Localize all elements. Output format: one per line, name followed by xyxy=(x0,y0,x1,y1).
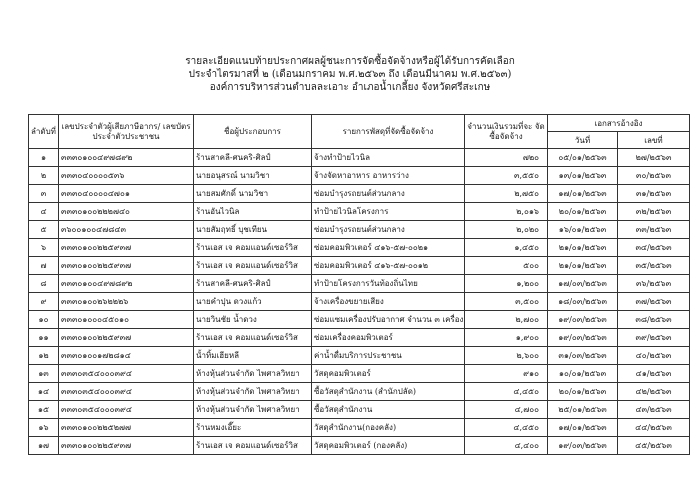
row-no: ๘ xyxy=(29,275,59,293)
row-vendor: นายวินชัย น้ำดวง xyxy=(194,311,312,329)
row-taxid: ๓๓๓๐๑๐๐๒๒๕๙๓๗ xyxy=(59,239,194,257)
row-date: ๑๓/๐๑/๒๕๖๓ xyxy=(548,167,618,185)
row-amount: ๓,๕๕๐ xyxy=(465,167,548,185)
row-amount: ๑,๒๐๐ xyxy=(465,275,548,293)
procurement-table xyxy=(28,114,690,455)
row-vendor: นายสัมฤทธิ์ บุชเทียน xyxy=(194,221,312,239)
row-amount: ๔,๔๐๐ xyxy=(465,437,548,455)
row-amount: ๑,๙๐๐ xyxy=(465,329,548,347)
row-taxid: ๓๓๓๐๓๕๔๐๐๐๓๙๔ xyxy=(59,365,194,383)
row-item: วัสดุสำนักงาน(กองคลัง) xyxy=(312,419,465,437)
row-amount: ๒,๖๐๐ xyxy=(465,347,548,365)
row-taxid: ๓๓๓๐๑๐๐๔๙๗๘๙๒ xyxy=(59,149,194,167)
row-taxid: ๓๓๓๐๑๐๐๒๒๕๒๗๗ xyxy=(59,419,194,437)
table-row xyxy=(29,419,690,437)
table-row xyxy=(29,185,690,203)
row-no: ๕ xyxy=(29,221,59,239)
row-taxid: ๓๓๓๐๑๐๐๑๗๒๘๑๔ xyxy=(59,347,194,365)
row-item: ซ่อมคอมพิวเตอร์ ๔๑๖-๕๗-๐๐๒๑ xyxy=(312,239,465,257)
col-header-item: รายการพัสดุที่จัดซื้อจัดจ้าง xyxy=(312,115,465,149)
row-date: ๑๙/๐๓/๒๕๖๓ xyxy=(548,437,618,455)
table-row xyxy=(29,365,690,383)
row-amount: ๔,๔๕๐ xyxy=(465,419,548,437)
row-item: จ้างจัดหาอาหาร อาหารว่าง xyxy=(312,167,465,185)
row-item: ซ่อมบำรุงรถยนต์ส่วนกลาง xyxy=(312,185,465,203)
row-item: ค่าน้ำดื่มบริการประชาชน xyxy=(312,347,465,365)
row-item: วัสดุคอมพิวเตอร์ (กองคลัง) xyxy=(312,437,465,455)
table-row xyxy=(29,239,690,257)
row-date: ๑๘/๐๓/๒๕๖๓ xyxy=(548,293,618,311)
row-date: ๑๗/๐๑/๒๕๖๓ xyxy=(548,185,618,203)
row-no: ๑๖ xyxy=(29,419,59,437)
row-item: ซ่อมแซมเครื่องปรับอากาศ จำนวน ๓ เครื่อง xyxy=(312,311,465,329)
col-header-docno: เลขที่ xyxy=(618,132,690,149)
row-amount: ๓,๕๐๐ xyxy=(465,293,548,311)
row-date: ๑๖/๐๑/๒๕๖๓ xyxy=(548,221,618,239)
row-date: ๒๑/๐๑/๒๕๖๓ xyxy=(548,239,618,257)
row-amount: ๒,๐๒๐ xyxy=(465,221,548,239)
row-item: ซ่อมบำรุงรถยนต์ส่วนกลาง xyxy=(312,221,465,239)
row-date: ๒๕/๐๑/๒๕๖๓ xyxy=(548,401,618,419)
row-amount: ๒,๗๐๐ xyxy=(465,311,548,329)
row-docno: ๔๑/๒๕๖๓ xyxy=(618,365,690,383)
row-docno: ๓๔/๒๕๖๓ xyxy=(618,239,690,257)
table-row xyxy=(29,383,690,401)
row-docno: ๓๐/๒๕๖๓ xyxy=(618,167,690,185)
row-taxid: ๓๓๓๐๑๐๐๒๒๒๗๔๐ xyxy=(59,203,194,221)
row-amount: ๒,๐๑๖ xyxy=(465,203,548,221)
row-taxid: ๓๓๓๐๑๐๐๒๖๒๒๒๖ xyxy=(59,293,194,311)
row-no: ๓ xyxy=(29,185,59,203)
row-taxid: ๓๓๓๐๔๐๐๐๐๕๓๖ xyxy=(59,167,194,185)
table-row xyxy=(29,293,690,311)
table-row xyxy=(29,203,690,221)
row-item: ซ่อมคอมพิวเตอร์ ๔๑๖-๕๗-๐๐๑๒ xyxy=(312,257,465,275)
row-vendor: ร้านสาคลี-ศนคริ-ศิลป์ xyxy=(194,149,312,167)
row-no: ๗ xyxy=(29,257,59,275)
row-docno: ๓๖/๒๕๖๓ xyxy=(618,275,690,293)
row-docno: ๒๗/๒๕๖๓ xyxy=(618,149,690,167)
row-amount: ๒,๗๕๐ xyxy=(465,185,548,203)
row-vendor: ห้างหุ้นส่วนจำกัด ไพศาลวิทยา xyxy=(194,365,312,383)
table-row xyxy=(29,437,690,455)
row-docno: ๓๓/๒๕๖๓ xyxy=(618,221,690,239)
row-vendor: นายอนุสรณ์ นามวิชา xyxy=(194,167,312,185)
row-item: วัสดุคอมพิวเตอร์ xyxy=(312,365,465,383)
col-header-taxid: เลขประจำตัวผู้เสียภาษีอากร/ เลขบัตรประจำตัวประชาชน xyxy=(59,115,194,149)
row-date: ๒๑/๐๑/๒๕๖๓ xyxy=(548,257,618,275)
table-row xyxy=(29,401,690,419)
row-item: จ้างเครื่องขยายเสียง xyxy=(312,293,465,311)
row-docno: ๓๙/๒๕๖๓ xyxy=(618,329,690,347)
row-taxid: ๓๓๓๐๓๕๔๐๐๐๓๙๔ xyxy=(59,383,194,401)
row-docno: ๔๒/๒๕๖๓ xyxy=(618,383,690,401)
row-no: ๑๓ xyxy=(29,365,59,383)
col-header-docs: เอกสารอ้างอิง xyxy=(548,115,690,132)
row-amount: ๔,๔๕๐ xyxy=(465,383,548,401)
table-row xyxy=(29,167,690,185)
row-vendor: ร้านเอส เจ คอมแอนด์เซอร์วิส xyxy=(194,257,312,275)
col-header-no: ลำดับที่ xyxy=(29,115,59,149)
header-line-3: องค์การบริหารส่วนตำบลละเอาะ อำเภอน้ำเกลี้ยง จังหวัดศรีสะเกษ xyxy=(209,82,491,93)
row-no: ๑๔ xyxy=(29,383,59,401)
row-no: ๔ xyxy=(29,203,59,221)
row-date: ๒๐/๐๑/๒๕๖๓ xyxy=(548,383,618,401)
row-item: ซ่อมเครื่องคอมพิวเตอร์ xyxy=(312,329,465,347)
table-row xyxy=(29,149,690,167)
table-row xyxy=(29,347,690,365)
row-taxid: ๓๓๓๐๑๐๐๔๙๗๘๙๒ xyxy=(59,275,194,293)
row-vendor: ร้านเอส เจ คอมแอนด์เซอร์วิส xyxy=(194,437,312,455)
row-no: ๑๕ xyxy=(29,401,59,419)
row-date: ๑๗/๐๓/๒๕๖๓ xyxy=(548,275,618,293)
row-vendor: ร้านอันไวนิล xyxy=(194,203,312,221)
row-item: จ้างทำป้ายไวนิล xyxy=(312,149,465,167)
header-line-2: ประจำไตรมาสที่ ๒ (เดือนมกราคม พ.ศ.๒๕๖๓ ถึง เดือนมีนาคม พ.ศ.๒๕๖๓) xyxy=(188,69,512,80)
row-date: ๒๐/๐๑/๒๕๖๓ xyxy=(548,203,618,221)
row-date: ๑๙/๐๓/๒๕๖๓ xyxy=(548,329,618,347)
row-item: ซื้อวัสดุสำนักงาน (สำนักปลัด) xyxy=(312,383,465,401)
row-docno: ๔๓/๒๕๖๓ xyxy=(618,401,690,419)
row-date: ๑๐/๐๑/๒๕๖๓ xyxy=(548,365,618,383)
row-no: ๑๑ xyxy=(29,329,59,347)
table-row xyxy=(29,257,690,275)
row-taxid: ๓๖๐๐๑๐๐๔๗๘๔๓ xyxy=(59,221,194,239)
col-header-date: วันที่ xyxy=(548,132,618,149)
row-vendor: ร้านสาคลี-ศนคริ-ศิลป์ xyxy=(194,275,312,293)
table-header-row xyxy=(29,115,690,132)
col-header-vendor: ชื่อผู้ประกอบการ xyxy=(194,115,312,149)
row-item: ซื้อวัสดุสำนักงาน xyxy=(312,401,465,419)
row-taxid: ๓๓๓๐๔๐๐๐๐๔๗๐๑ xyxy=(59,185,194,203)
row-vendor: ห้างหุ้นส่วนจำกัด ไพศาลวิทยา xyxy=(194,401,312,419)
row-no: ๖ xyxy=(29,239,59,257)
row-date: ๓๑/๐๓/๒๕๖๓ xyxy=(548,347,618,365)
row-amount: ๔,๗๐๐ xyxy=(465,401,548,419)
row-amount: ๑,๔๕๐ xyxy=(465,239,548,257)
row-vendor: ร้านเอส เจ คอมแอนด์เซอร์วิส xyxy=(194,329,312,347)
row-amount: ๗๒๐ xyxy=(465,149,548,167)
row-vendor: ห้างหุ้นส่วนจำกัด ไพศาลวิทยา xyxy=(194,383,312,401)
table-row xyxy=(29,329,690,347)
row-docno: ๓๕/๒๕๖๓ xyxy=(618,257,690,275)
row-vendor: นั้าทิ้มเฮียหลี xyxy=(194,347,312,365)
row-item: ทำป้ายโครงการวันท้องถิ่นไทย xyxy=(312,275,465,293)
row-no: ๙ xyxy=(29,293,59,311)
row-docno: ๔๐/๒๕๖๓ xyxy=(618,347,690,365)
row-no: ๑๐ xyxy=(29,311,59,329)
row-no: ๒ xyxy=(29,167,59,185)
row-item: ทำป้ายไวนิลโครงการ xyxy=(312,203,465,221)
row-no: ๑๗ xyxy=(29,437,59,455)
row-vendor: นายสมศักดิ์ นามวิชา xyxy=(194,185,312,203)
table-row xyxy=(29,311,690,329)
col-header-amount: จำนวนเงินรวมที่จะ จัดซื้อจัดจ้าง xyxy=(465,115,548,149)
row-docno: ๔๕/๒๕๖๓ xyxy=(618,437,690,455)
header-line-1: รายละเอียดแนบท้ายประกาศผลผู้ชนะการจัดซื้อจัดจ้างหรือผู้ได้รับการคัดเลือก xyxy=(185,56,515,67)
row-vendor: ร้านหมงเอี๊ยะ xyxy=(194,419,312,437)
row-taxid: ๓๓๓๐๑๐๐๐๔๕๐๑๐ xyxy=(59,311,194,329)
row-docno: ๓๒/๒๕๖๓ xyxy=(618,203,690,221)
row-vendor: ร้านเอส เจ คอมแอนด์เซอร์วิส xyxy=(194,239,312,257)
table-row xyxy=(29,221,690,239)
row-taxid: ๓๓๓๐๓๕๔๐๐๐๓๙๔ xyxy=(59,401,194,419)
row-date: ๑๗/๐๑/๒๕๖๓ xyxy=(548,419,618,437)
row-date: ๐๕/๐๑/๒๕๖๓ xyxy=(548,149,618,167)
row-amount: ๙๑๐ xyxy=(465,365,548,383)
row-docno: ๓๗/๒๕๖๓ xyxy=(618,293,690,311)
row-no: ๑๒ xyxy=(29,347,59,365)
row-taxid: ๓๓๓๐๑๐๐๒๒๕๙๓๗ xyxy=(59,437,194,455)
table-row xyxy=(29,275,690,293)
row-docno: ๓๘/๒๕๖๓ xyxy=(618,311,690,329)
row-taxid: ๓๓๓๐๑๐๐๒๒๕๙๓๗ xyxy=(59,257,194,275)
row-docno: ๔๔/๒๕๖๓ xyxy=(618,419,690,437)
row-date: ๑๙/๐๓/๒๕๖๓ xyxy=(548,311,618,329)
table-body xyxy=(29,149,690,455)
row-no: ๑ xyxy=(29,149,59,167)
row-docno: ๓๑/๒๕๖๓ xyxy=(618,185,690,203)
row-vendor: นายคำปุน ดวงแก้ว xyxy=(194,293,312,311)
row-taxid: ๓๓๓๐๑๐๐๒๒๕๙๓๗ xyxy=(59,329,194,347)
row-amount: ๕๐๐ xyxy=(465,257,548,275)
